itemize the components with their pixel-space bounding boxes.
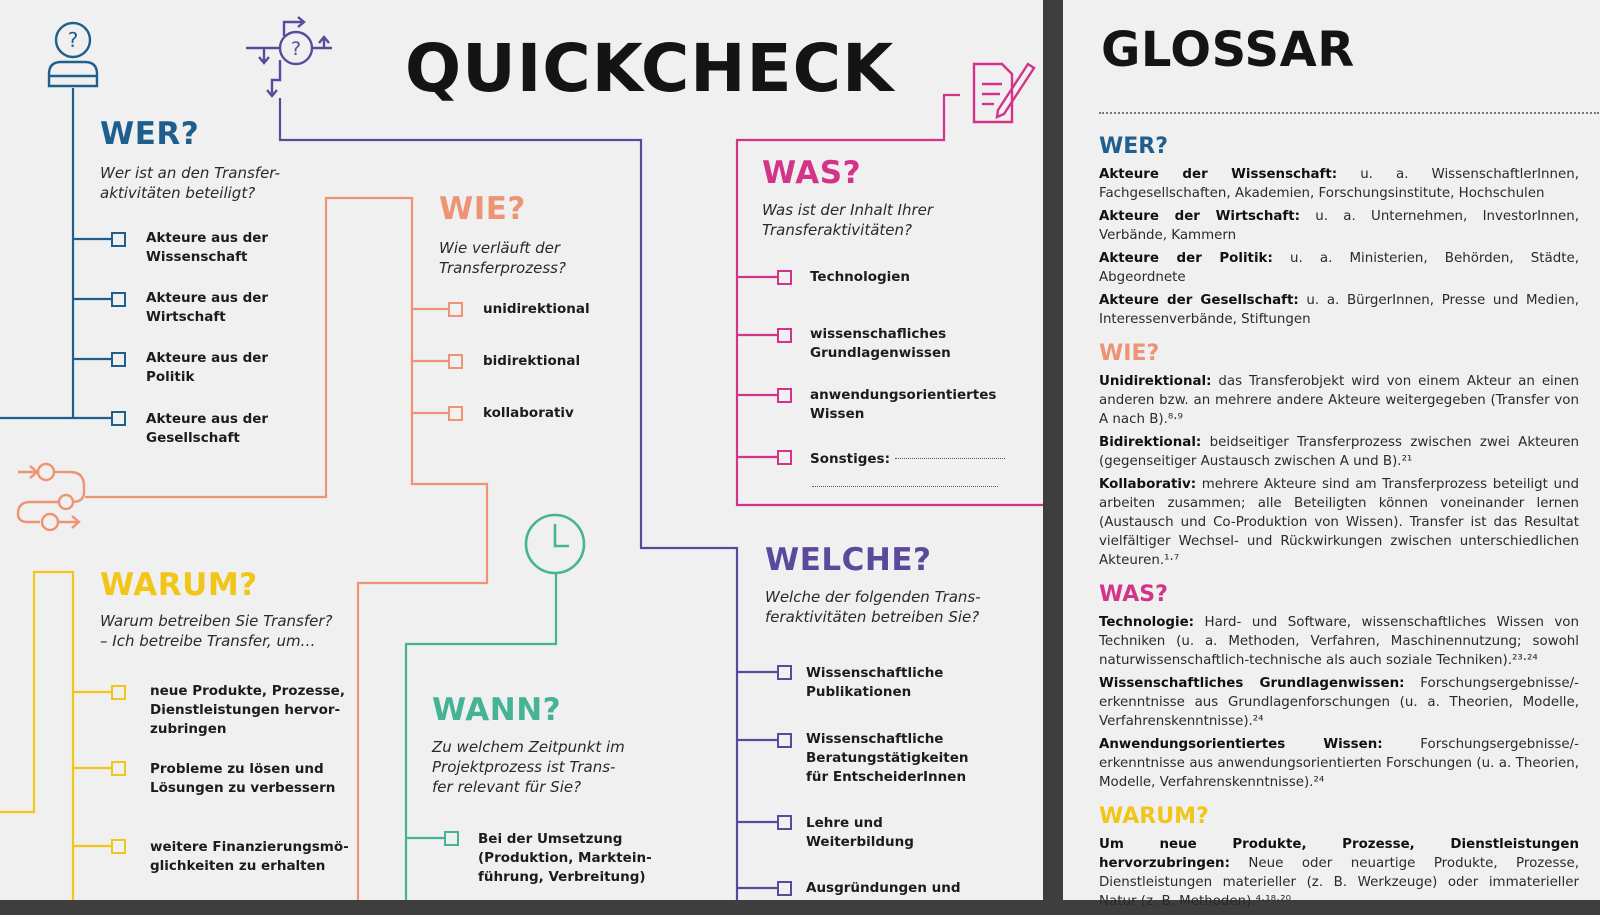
wer-option-wissenschaft: Akteure aus der Wissenschaft: [146, 230, 269, 265]
was-checkbox-grundlagenwissen[interactable]: [777, 328, 792, 343]
glossar-entry: [1099, 835, 1579, 911]
wann-checkbox-umsetzung[interactable]: [444, 831, 459, 846]
glossar-term: Akteure der Wissenschaft:: [1099, 167, 1338, 182]
glossar-divider: [1099, 112, 1599, 114]
process-flow-icon: [12, 458, 90, 540]
wie-option-bidirektional: bidirektional: [483, 353, 581, 369]
glossar-entry: [1099, 735, 1579, 792]
clock-icon: [521, 510, 589, 582]
page-title: QUICKCHECK: [405, 30, 895, 107]
glossar-term: Akteure der Politik:: [1099, 251, 1273, 266]
wer-checkbox-politik[interactable]: [111, 352, 126, 367]
glossar-term: Bidirektional:: [1099, 435, 1202, 450]
wann-option-umsetzung: Bei der Umsetzung (Produktion, Marktein- führung, Verbreitung): [478, 831, 652, 885]
arrows-question-icon: [244, 12, 338, 108]
glossar-term: Technologie:: [1099, 615, 1195, 630]
welche-option-lehre: Lehre und Weiterbildung: [806, 815, 914, 850]
glossar-definition: u. a. WissenschaftlerInnen, Fachgesellschaften, Akademien, Forschungsinstitute, Hochschulen: [1099, 167, 1579, 201]
glossar-term: Akteure der Gesellschaft:: [1099, 293, 1299, 308]
glossar-section-heading: WIE?: [1099, 341, 1160, 366]
welche-option-publikationen: Wissenschaftliche Publikationen: [806, 665, 944, 700]
glossar-term: Kollaborativ:: [1099, 477, 1197, 492]
glossar-definition: mehrere Akteure sind am Transferprozess beteiligt und arbeiten zusammen; alle Beteiligten können voneinander lernen (Austausch und Co-Produktion von Wissen). Transfer ist das Resultat vielfältiger Wechsel- und Rückwirkungen zwischen unterschiedlichen Akteuren.¹·⁷: [1099, 477, 1579, 568]
glossar-section-heading: WER?: [1099, 134, 1168, 159]
glossar-term: Unidirektional:: [1099, 374, 1212, 389]
wie-option-unidirektional: unidirektional: [483, 301, 590, 317]
glossar-entry: [1099, 613, 1579, 670]
glossar-definition: Forschungsergebnisse/-erkenntnisse aus anwendungsorientierten Forschungen (u. a. Theorien, Modelle, Verfahrenskenntnisse).²⁴: [1099, 737, 1579, 790]
glossar-term: Wissenschaftliches Grundlagenwissen:: [1099, 676, 1405, 691]
warum-question: Warum betreiben Sie Transfer? – Ich betreibe Transfer, um…: [100, 612, 333, 650]
glossar-definition: Forschungsergebnisse/-erkenntnisse aus Grundlagenforschungen (u. a. Theorien, Modelle, Verfahrenskenntnisse).²⁴: [1099, 676, 1579, 729]
glossar-entry: [1099, 372, 1579, 429]
wer-checkbox-gesellschaft[interactable]: [111, 411, 126, 426]
welche-option-beratung: Wissenschaftliche Beratungstätigkeiten für EntscheiderInnen: [806, 731, 969, 785]
glossar-entry: [1099, 249, 1579, 287]
welche-question: Welche der folgenden Trans- feraktivitäten betreiben Sie?: [765, 588, 981, 626]
warum-checkbox-produkte[interactable]: [111, 685, 126, 700]
wie-option-kollaborativ: kollaborativ: [483, 405, 574, 421]
wie-checkbox-unidirektional[interactable]: [448, 302, 463, 317]
glossar-term: Akteure der Wirtschaft:: [1099, 209, 1301, 224]
welche-option-ausgruendungen: Ausgründungen und: [806, 880, 961, 896]
glossar-section-heading: WARUM?: [1099, 804, 1209, 829]
glossar-term: Anwendungsorientiertes Wissen:: [1099, 737, 1383, 752]
wann-heading: WANN?: [432, 692, 562, 728]
welche-checkbox-beratung[interactable]: [777, 733, 792, 748]
document-pencil-icon: [964, 54, 1038, 134]
wie-question: Wie verläuft der Transferprozess?: [439, 239, 566, 277]
sonstiges-input-line[interactable]: [895, 458, 1005, 459]
wer-checkbox-wirtschaft[interactable]: [111, 292, 126, 307]
glossar-definition: Neue oder neuartige Produkte, Prozesse, Dienstleistungen materieller (z. B. Werkzeuge) oder immaterieller Natur (z. B. Methoden).⁴·¹⁸·²⁰: [1099, 856, 1579, 909]
welche-checkbox-lehre[interactable]: [777, 815, 792, 830]
sonstiges-input-line-2[interactable]: [812, 486, 998, 487]
glossar-definition: das Transferobjekt wird von einem Akteur an einen anderen bzw. an mehrere andere Akteure weitergegeben (Transfer von A nach B).⁸·⁹: [1099, 374, 1579, 427]
glossar-entry: [1099, 165, 1579, 203]
glossar-entry: [1099, 475, 1579, 570]
was-option-technologien: Technologien: [810, 269, 911, 285]
welche-checkbox-publikationen[interactable]: [777, 665, 792, 680]
was-checkbox-technologien[interactable]: [777, 270, 792, 285]
glossar-definition: Hard- und Software, wissenschaftliches Wissen von Techniken (u. a. Methoden, Verfahren, Maschinennutzung; sowohl naturwissenschaftlich-technische als auch soziale Techniken).²³·²⁴: [1099, 615, 1579, 668]
svg-text:?: ?: [290, 38, 302, 60]
glossar-entry: [1099, 674, 1579, 731]
warum-checkbox-probleme[interactable]: [111, 761, 126, 776]
welche-checkbox-ausgruendungen[interactable]: [777, 881, 792, 896]
glossar-definition: beidseitiger Transferprozess zwischen zwei Akteuren (gegenseitiger Austausch zwischen A und B).²¹: [1099, 435, 1579, 469]
warum-option-finanzierung: weitere Finanzierungsmö- glichkeiten zu erhalten: [150, 839, 349, 874]
welche-heading: WELCHE?: [765, 542, 932, 578]
was-question: Was ist der Inhalt Ihrer Transferaktivitäten?: [762, 201, 934, 239]
warum-option-probleme: Probleme zu lösen und Lösungen zu verbessern: [150, 761, 336, 796]
glossar-entry: [1099, 207, 1579, 245]
wann-question: Zu welchem Zeitpunkt im Projektprozess ist Trans- fer relevant für Sie?: [432, 738, 625, 796]
was-option-grundlagenwissen: wissenschafliches Grundlagenwissen: [810, 326, 951, 361]
svg-text:?: ?: [67, 28, 79, 52]
wie-checkbox-bidirektional[interactable]: [448, 354, 463, 369]
wie-heading: WIE?: [439, 191, 526, 227]
was-heading: WAS?: [762, 155, 862, 191]
wie-checkbox-kollaborativ[interactable]: [448, 406, 463, 421]
was-option-anwendungswissen: anwendungsorientiertes Wissen: [810, 387, 997, 422]
glossar-section-heading: WAS?: [1099, 582, 1168, 607]
was-option-sonstiges: Sonstiges:: [810, 450, 1005, 469]
glossar-entry: [1099, 291, 1579, 329]
glossar-definition: u. a. Unternehmen, InvestorInnen, Verbände, Kammern: [1099, 209, 1579, 243]
wer-option-wirtschaft: Akteure aus der Wirtschaft: [146, 290, 269, 325]
warum-option-produkte: neue Produkte, Prozesse, Dienstleistungen hervor- zubringen: [150, 683, 345, 737]
glossar-title: GLOSSAR: [1101, 22, 1355, 78]
glossar-page: [1063, 0, 1600, 909]
glossar-entry: [1099, 433, 1579, 471]
wer-heading: WER?: [100, 116, 200, 152]
glossar-definition: u. a. Ministerien, Behörden, Städte, Abgeordnete: [1099, 251, 1579, 285]
warum-checkbox-finanzierung[interactable]: [111, 839, 126, 854]
was-checkbox-sonstiges[interactable]: [777, 450, 792, 465]
wer-question: Wer ist an den Transfer- aktivitäten beteiligt?: [100, 164, 281, 202]
wer-option-politik: Akteure aus der Politik: [146, 350, 269, 385]
warum-heading: WARUM?: [100, 567, 258, 603]
wer-option-gesellschaft: Akteure aus der Gesellschaft: [146, 411, 269, 446]
wer-checkbox-wissenschaft[interactable]: [111, 232, 126, 247]
was-checkbox-anwendungswissen[interactable]: [777, 388, 792, 403]
glossar-definition: u. a. BürgerInnen, Presse und Medien, Interessenverbände, Stiftungen: [1099, 293, 1579, 327]
glossar-body: [1099, 134, 1579, 915]
person-question-icon: [40, 18, 106, 94]
glossar-term: Um neue Produkte, Prozesse, Dienstleistungen hervorzubringen:: [1099, 837, 1579, 871]
